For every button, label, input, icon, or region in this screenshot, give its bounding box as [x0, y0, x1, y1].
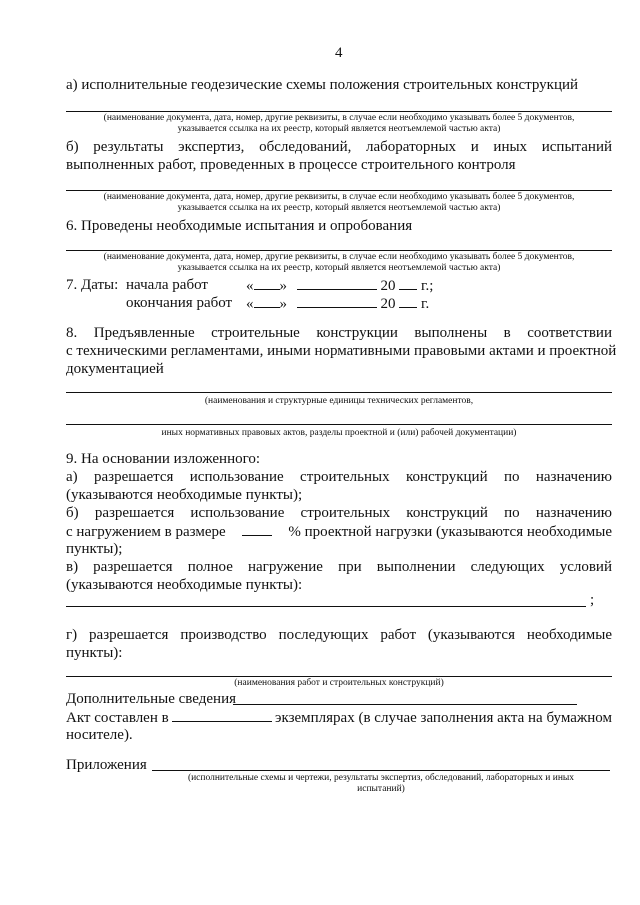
section-6-fill-line	[66, 250, 612, 251]
section-8-caption-2: иных нормативных правовых актов, разделы проектной и (или) рабочей документации)	[161, 428, 517, 438]
section-9-g-fill-line	[66, 676, 612, 677]
section-6-caption-2: указывается ссылка на их реестр, который является неотъемлемой частью акта)	[177, 263, 501, 273]
page-number: 4	[335, 45, 343, 61]
section-9-a-line-1: а) разрешается использование строительных конструкций по назначению	[66, 469, 612, 485]
section-9-g-caption: (наименования работ и строительных конструкций)	[234, 678, 444, 688]
section-9-b-line-2	[66, 522, 612, 541]
item-a-caption-2: указывается ссылка на их реестр, который является неотъемлемой частью акта)	[177, 124, 501, 134]
act-copies-field[interactable]	[172, 708, 272, 722]
section-9-heading: 9. На основании изложенного:	[66, 451, 261, 467]
act-copies-line-2: носителе).	[66, 727, 133, 743]
load-size-label: с нагружением в размере	[66, 524, 226, 540]
start-date-row	[246, 276, 433, 295]
section-9-v-fill-line	[66, 606, 586, 607]
end-year-field[interactable]	[399, 294, 417, 308]
section-8-fill-line-2	[66, 424, 612, 425]
start-quote-close: »	[279, 278, 287, 294]
section-8-line-3: документацией	[66, 361, 164, 377]
section-9-v-line-2: (указываются необходимые пункты):	[66, 577, 303, 593]
section-7-label: 7. Даты:	[66, 277, 119, 293]
act-copies-line	[66, 708, 612, 727]
end-year-suffix: г.	[421, 296, 430, 312]
act-copies-pre: Акт составлен в	[66, 710, 169, 726]
start-day-field[interactable]	[254, 276, 280, 290]
end-quote-open: «	[246, 296, 254, 312]
start-quote-open: «	[246, 278, 254, 294]
additional-info-field[interactable]	[233, 704, 577, 705]
start-year-field[interactable]	[399, 276, 417, 290]
section-9-a-line-2: (указываются необходимые пункты);	[66, 487, 303, 503]
load-size-suffix: % проектной нагрузки (указываются необходимые	[288, 524, 612, 540]
section-9-g-line-2: пункты):	[66, 645, 123, 661]
end-day-field[interactable]	[254, 294, 280, 308]
section-9-v-line-1: в) разрешается полное нагружение при выполнении следующих условий	[66, 559, 612, 575]
end-month-field[interactable]	[297, 294, 377, 308]
item-a-fill-line	[66, 111, 612, 112]
end-date-row	[246, 294, 429, 313]
item-b-line-2: выполненных работ, проведенных в процессе строительного контроля	[66, 157, 516, 173]
end-year-prefix: 20	[380, 296, 396, 312]
appendix-label: Приложения	[66, 757, 147, 773]
item-a-text: а) исполнительные геодезические схемы положения строительных конструкций	[66, 77, 579, 93]
act-copies-post: экземплярах (в случае заполнения акта на бумажном	[275, 710, 612, 726]
section-6-text: 6. Проведены необходимые испытания и опробования	[66, 218, 413, 234]
start-month-field[interactable]	[297, 276, 377, 290]
appendix-field[interactable]	[152, 770, 610, 771]
section-9-g-line-1: г) разрешается производство последующих работ (указываются необходимые	[66, 627, 612, 643]
item-b-fill-line	[66, 190, 612, 191]
item-b-caption-2: указывается ссылка на их реестр, который является неотъемлемой частью акта)	[177, 203, 501, 213]
start-year-suffix: г.;	[421, 278, 434, 294]
item-b-line-1: б) результаты экспертиз, обследований, лабораторных и иных испытаний	[66, 139, 612, 155]
appendix-caption-1: (исполнительные схемы и чертежи, результаты экспертиз, обследований, лабораторных и иных	[187, 773, 575, 783]
section-9-b-line-1: б) разрешается использование строительных конструкций по назначению	[66, 505, 612, 521]
start-date-label: начала работ	[126, 277, 208, 293]
section-9-v-end: ;	[590, 592, 595, 608]
end-date-label: окончания работ	[126, 295, 233, 311]
item-b-caption-1: (наименование документа, дата, номер, другие реквизиты, в случае если необходимо указывать более 5 документов,	[103, 192, 575, 202]
section-8-caption-1: (наименования и структурные единицы технических регламентов,	[204, 396, 474, 406]
start-year-prefix: 20	[380, 278, 396, 294]
load-percent-field[interactable]	[242, 522, 272, 536]
section-6-caption-1: (наименование документа, дата, номер, другие реквизиты, в случае если необходимо указывать более 5 документов,	[103, 252, 575, 262]
appendix-caption-2: испытаний)	[357, 784, 405, 794]
section-8-line-1: 8. Предъявленные строительные конструкции выполнены в соответствии	[66, 325, 612, 341]
section-8-fill-line-1	[66, 392, 612, 393]
section-9-b-line-3: пункты);	[66, 541, 123, 557]
item-a-caption-1: (наименование документа, дата, номер, другие реквизиты, в случае если необходимо указывать более 5 документов,	[103, 113, 575, 123]
end-quote-close: »	[279, 296, 287, 312]
additional-info-label: Дополнительные сведения	[66, 691, 237, 707]
section-8-line-2: с техническими регламентами, иными нормативными правовыми актами и проектной	[66, 343, 617, 359]
